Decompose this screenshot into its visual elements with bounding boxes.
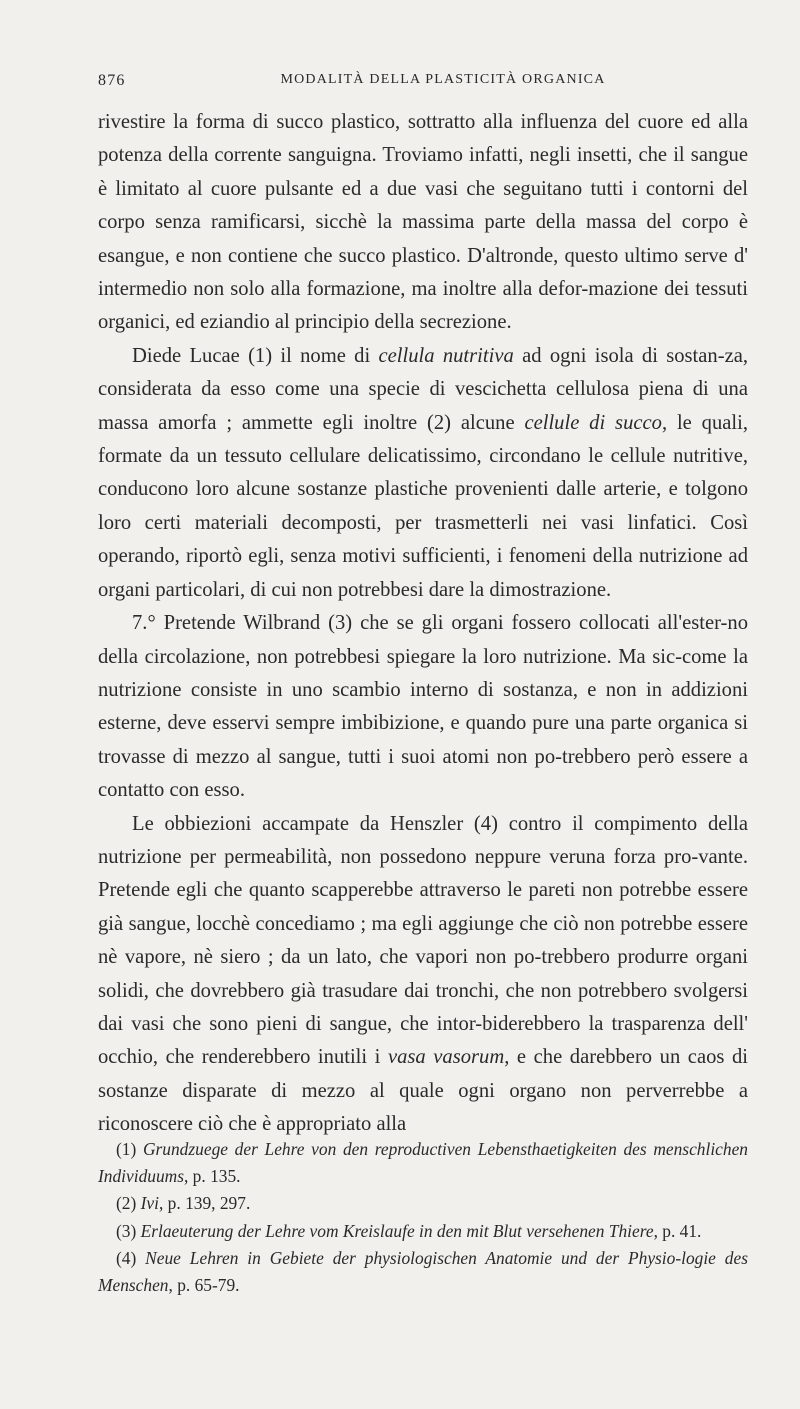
footnote-1-title: Grundzuege der Lehre von den reproductiven Lebensthaetigkeiten des menschlichen Individuums (98, 1139, 748, 1187)
footnotes (98, 1136, 748, 1299)
footnote-2-number: (2) (116, 1193, 141, 1214)
footnote-1-ref: , p. 135. (183, 1166, 241, 1187)
footnote-1-number: (1) (116, 1139, 143, 1159)
footnote-4-number: (4) (116, 1247, 146, 1268)
paragraph-2-text-c: , le quali, formate da un tessuto cellulare delicatissimo, circondano le cellule nutritive, conducono loro alcune sostanze plastiche provenienti dalle arterie, e tolgono loro certi materiali decomposti, per trasmetterli nei vasi linfatici. Così operando, riportò egli, senza motivi sufficienti, i fenomeni della nutrizione ad organi particolari, di cui non potrebbesi dare la dimostrazione. (98, 411, 748, 601)
term-cellule-di-succo: cellule di succo (524, 411, 662, 434)
term-cellula-nutritiva: cellula nutritiva (378, 344, 514, 367)
footnote-2-ivi: Ivi (140, 1193, 159, 1214)
footnote-3-number: (3) (116, 1220, 141, 1241)
running-head (98, 72, 748, 94)
footnote-1 (98, 1136, 748, 1190)
term-vasa-vasorum: vasa vasorum (387, 1046, 505, 1069)
footnote-3-ref: , p. 41. (653, 1220, 702, 1241)
paragraph-1: rivestire la forma di succo plastico, sottratto alla influenza del cuore ed alla potenza della corrente sanguigna. Troviamo infatti, negli insetti, che il sangue è limitato al cuore pulsante ed a due vasi che seguitano tutti i contorni del corpo senza ramificarsi, sicchè la massima parte della massa del corpo è esangue, e non contiene che succo plastico. D'altronde, questo ultimo serve d' intermedio non solo alla formazione, ma inoltre alla defor-mazione dei tessuti organici, ed eziandio al principio della secrezione. (98, 111, 748, 334)
body-text (98, 106, 748, 1142)
paragraph-2-text-a: Diede Lucae (1) il nome di (132, 344, 379, 367)
footnote-3 (98, 1218, 748, 1245)
paragraph-2-text-b: ad ogni isola di sostan-za, considerata da esso come una specie di vescichetta cellulosa piena di una massa amorfa ; ammette egli inoltre (2) alcune (98, 344, 749, 434)
paragraph-3: 7.° Pretende Wilbrand (3) che se gli organi fossero collocati all'ester-no della circolazione, non potrebbesi spiegare la loro nutrizione. Ma sic-come la nutrizione consiste in uno scambio interno di sostanza, e non in addizioni esterne, deve esservi sempre imbibizione, e quando pure una parte organica si trovasse di mezzo al sangue, tutti i suoi atomi non po-trebbero però essere a contatto con esso. (98, 612, 748, 802)
paragraph-2 (98, 340, 748, 607)
footnote-4-title: Neue Lehren in Gebiete der physiologischen Anatomie und der Physio-logie des Menschen (98, 1247, 748, 1296)
page-number: 876 (98, 72, 126, 89)
paragraph-4-text-a: Le obbiezioni accampate da Henszler (4) contro il compimento della nutrizione per permeabilità, non possedono neppure veruna forza pro-vante. Pretende egli che quanto scapperebbe attraverso le pareti non potrebbe essere già sangue, locchè concediamo ; ma egli aggiunge che ciò non potrebbe essere nè vapore, nè siero ; da un lato, che vapori non po-trebbero produrre organi solidi, che dovrebbero già trasudare dai tronchi, che non potrebbero svolgersi dai vasi che sono pieni di sangue, che intor-biderebbero la trasparenza dell' occhio, che renderebbero inutili i (98, 812, 748, 1069)
paragraph-4 (98, 808, 748, 1142)
footnote-2 (98, 1190, 748, 1217)
footnote-2-ref: , p. 139, 297. (158, 1193, 251, 1214)
paragraph-4-text-b: , e che darebbero un caos di sostanze disparate di mezzo al quale ogni organo non perverrebbe a riconoscere ciò che è appropriato alla (98, 1046, 748, 1136)
footnote-4-ref: , p. 65-79. (168, 1275, 240, 1296)
footnote-3-title: Erlaeuterung der Lehre vom Kreislaufe in den mit Blut versehenen Thiere (140, 1220, 654, 1241)
footnote-4 (98, 1245, 748, 1299)
running-title: MODALITÀ DELLA PLASTICITÀ ORGANICA (280, 72, 606, 87)
